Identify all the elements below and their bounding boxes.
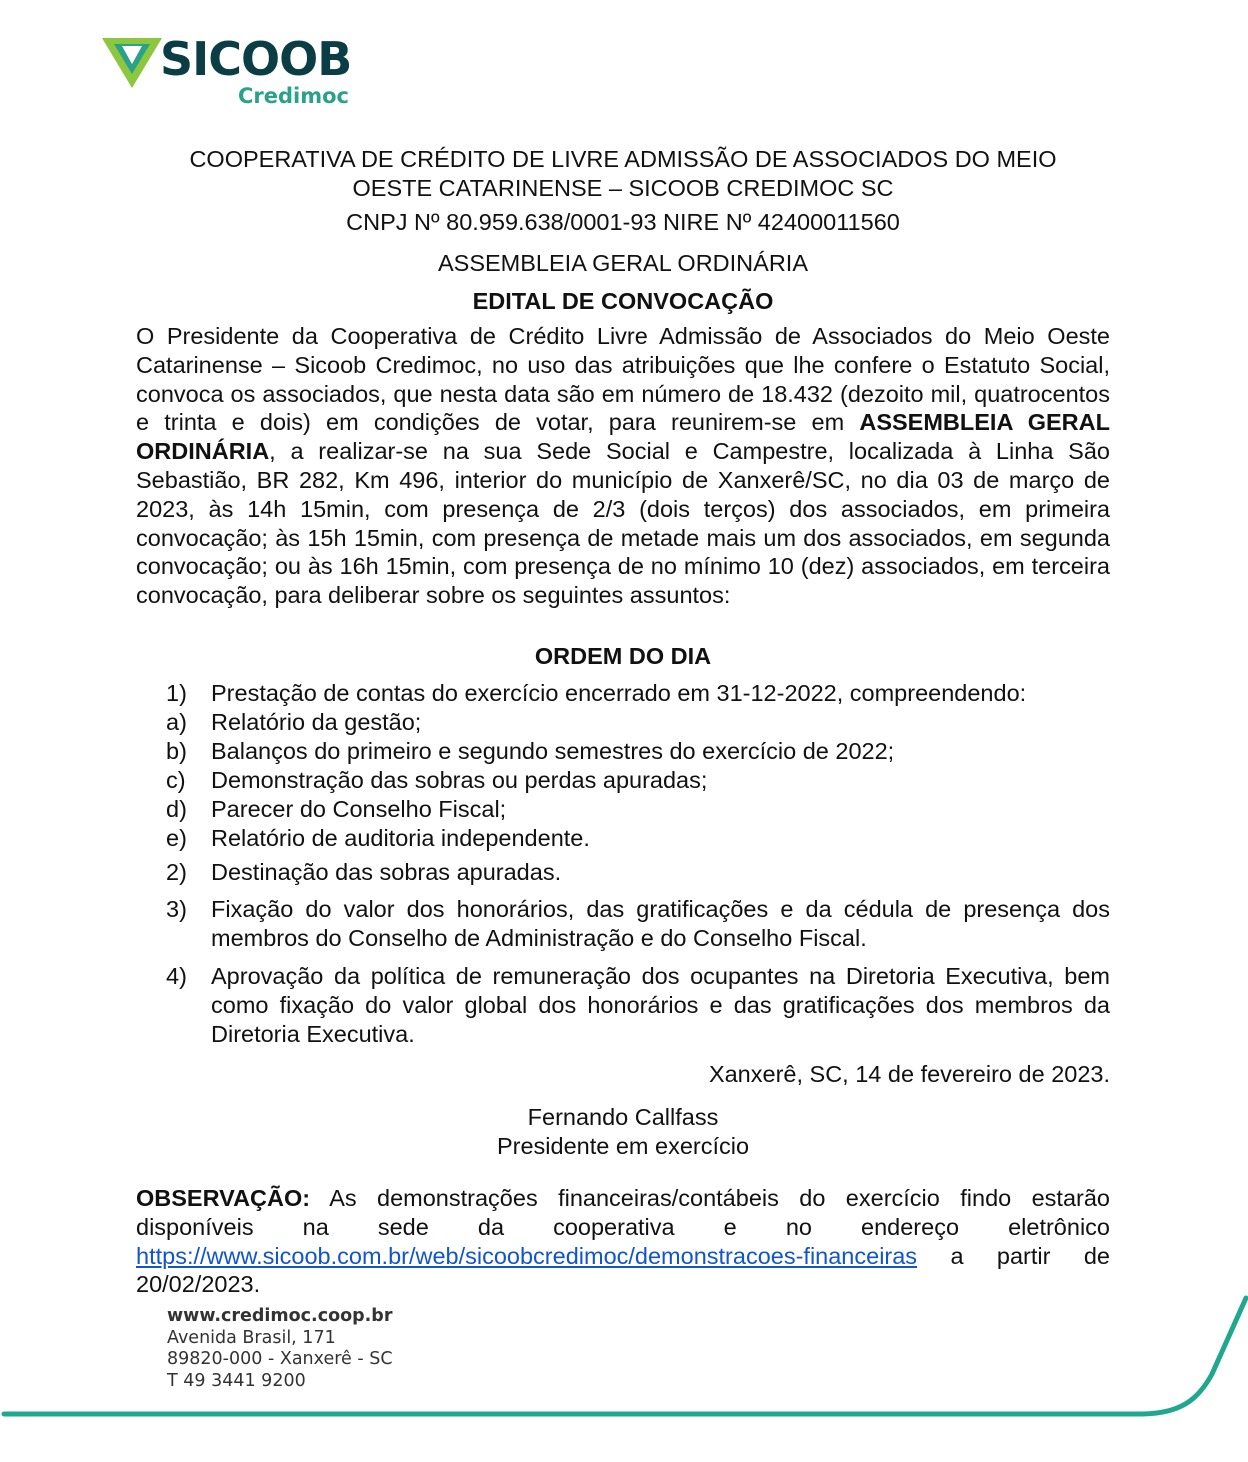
agenda-item bbox=[136, 824, 1110, 853]
assembly-title: ASSEMBLEIA GERAL ORDINÁRIA bbox=[437, 250, 809, 276]
agenda-item bbox=[136, 708, 1110, 737]
paragraph-bold: ASSEMBLEIA GERAL ORDINÁRIA bbox=[136, 409, 1110, 465]
logo-wordmark: SICOOB bbox=[160, 32, 352, 86]
observation-paragraph bbox=[136, 1184, 1110, 1299]
signer-role: Presidente em exercício bbox=[496, 1133, 750, 1159]
agenda-item-text: Prestação de contas do exercício encerrado em 31-12-2022, compreendendo: bbox=[211, 680, 1027, 706]
paragraph-text-a: O Presidente da Cooperativa de Crédito Livre Admissão de Associados do Meio Oeste Catarinense – Sicoob Credimoc, no uso das atribuições que lhe confere o Estatuto Social, convoca os associados, que nesta data são em número de 18.432 (dezoito mil, quatrocentos e trinta e dois) em condições de votar, para reunirem-se em bbox=[136, 323, 1110, 436]
agenda-item-num: 4) bbox=[166, 963, 187, 989]
agenda-item bbox=[136, 962, 1110, 1048]
agenda-item-text: Relatório da gestão; bbox=[211, 709, 422, 735]
agenda-item-num: d) bbox=[166, 796, 187, 822]
agenda-item bbox=[136, 858, 1110, 887]
agenda-item-num: 1) bbox=[166, 680, 187, 706]
cnpj-line: CNPJ Nº 80.959.638/0001-93 NIRE Nº 42400011560 bbox=[346, 209, 900, 235]
agenda-item-text: Destinação das sobras apuradas. bbox=[211, 859, 562, 885]
agenda-item bbox=[136, 679, 1110, 708]
signer-name: Fernando Callfass bbox=[527, 1104, 719, 1130]
edital-title: EDITAL DE CONVOCAÇÃO bbox=[472, 288, 774, 314]
agenda-title: ORDEM DO DIA bbox=[534, 643, 712, 669]
agenda-item-text: Relatório de auditoria independente. bbox=[211, 825, 590, 851]
footer-city: 89820-000 - Xanxerê - SC bbox=[167, 1349, 393, 1369]
agenda-item-num: 3) bbox=[166, 896, 187, 922]
footer-address: Avenida Brasil, 171 bbox=[167, 1327, 336, 1348]
financial-statements-link[interactable]: https://www.sicoob.com.br/web/sicoobcredimoc/demonstracoes-financeiras bbox=[136, 1242, 918, 1269]
agenda-item bbox=[136, 766, 1110, 795]
agenda-item-text: Fixação do valor dos honorários, das gratificações e da cédula de presença dos membros do Conselho de Administração e do Conselho Fiscal. bbox=[211, 896, 1110, 951]
observation-text-b: a partir de 20/02/2023. bbox=[136, 1242, 1110, 1298]
place-date: Xanxerê, SC, 14 de fevereiro de 2023. bbox=[708, 1061, 1110, 1087]
agenda-item-num: a) bbox=[166, 709, 187, 735]
paragraph-text-b: , a realizar-se na sua Sede Social e Campestre, localizada à Linha São Sebastião, BR 282, Km 496, interior do município de Xanxerê/SC, no dia 03 de março de 2023, às 14h 15min, com presença de 2/3 (dois terços) dos associados, em primeira convocação; às 15h 15min, com presença de metade mais um dos associados, em segunda convocação; ou às 16h 15min, com presença de no mínimo 10 (dez) associados, em terceira convocação, para deliberar sobre os seguintes assuntos: bbox=[136, 438, 1110, 609]
agenda-item-text: Balanços do primeiro e segundo semestres do exercício de 2022; bbox=[211, 738, 895, 764]
agenda-item-text: Parecer do Conselho Fiscal; bbox=[211, 796, 507, 822]
observation-text-a: As demonstrações financeiras/contábeis do exercício findo estarão disponíveis na sede da cooperativa e no endereço eletrônico bbox=[136, 1185, 1110, 1240]
header-line-1: COOPERATIVA DE CRÉDITO DE LIVRE ADMISSÃO DE ASSOCIADOS DO MEIO bbox=[189, 146, 1057, 172]
header-line-2: OESTE CATARINENSE – SICOOB CREDIMOC SC bbox=[352, 175, 894, 201]
agenda-item bbox=[136, 795, 1110, 824]
logo-subtitle: Credimoc bbox=[238, 84, 349, 108]
agenda-item bbox=[136, 895, 1110, 953]
agenda-item-num: e) bbox=[166, 825, 187, 851]
agenda-item-num: c) bbox=[166, 767, 186, 793]
agenda-item bbox=[136, 737, 1110, 766]
footer-phone: T 49 3441 9200 bbox=[167, 1370, 306, 1391]
agenda-item-num: b) bbox=[166, 738, 187, 764]
footer-website[interactable]: www.credimoc.coop.br bbox=[167, 1306, 393, 1326]
agenda-item-num: 2) bbox=[166, 859, 187, 885]
agenda-item-text: Aprovação da política de remuneração dos ocupantes na Diretoria Executiva, bem como fixação do valor global dos honorários e das gratificações dos membros da Diretoria Executiva. bbox=[211, 963, 1110, 1047]
convocation-paragraph bbox=[136, 322, 1110, 610]
observation-label: OBSERVAÇÃO: bbox=[136, 1185, 311, 1211]
agenda-item-text: Demonstração das sobras ou perdas apuradas; bbox=[211, 767, 708, 793]
footer-swoosh-icon bbox=[0, 1290, 1248, 1462]
